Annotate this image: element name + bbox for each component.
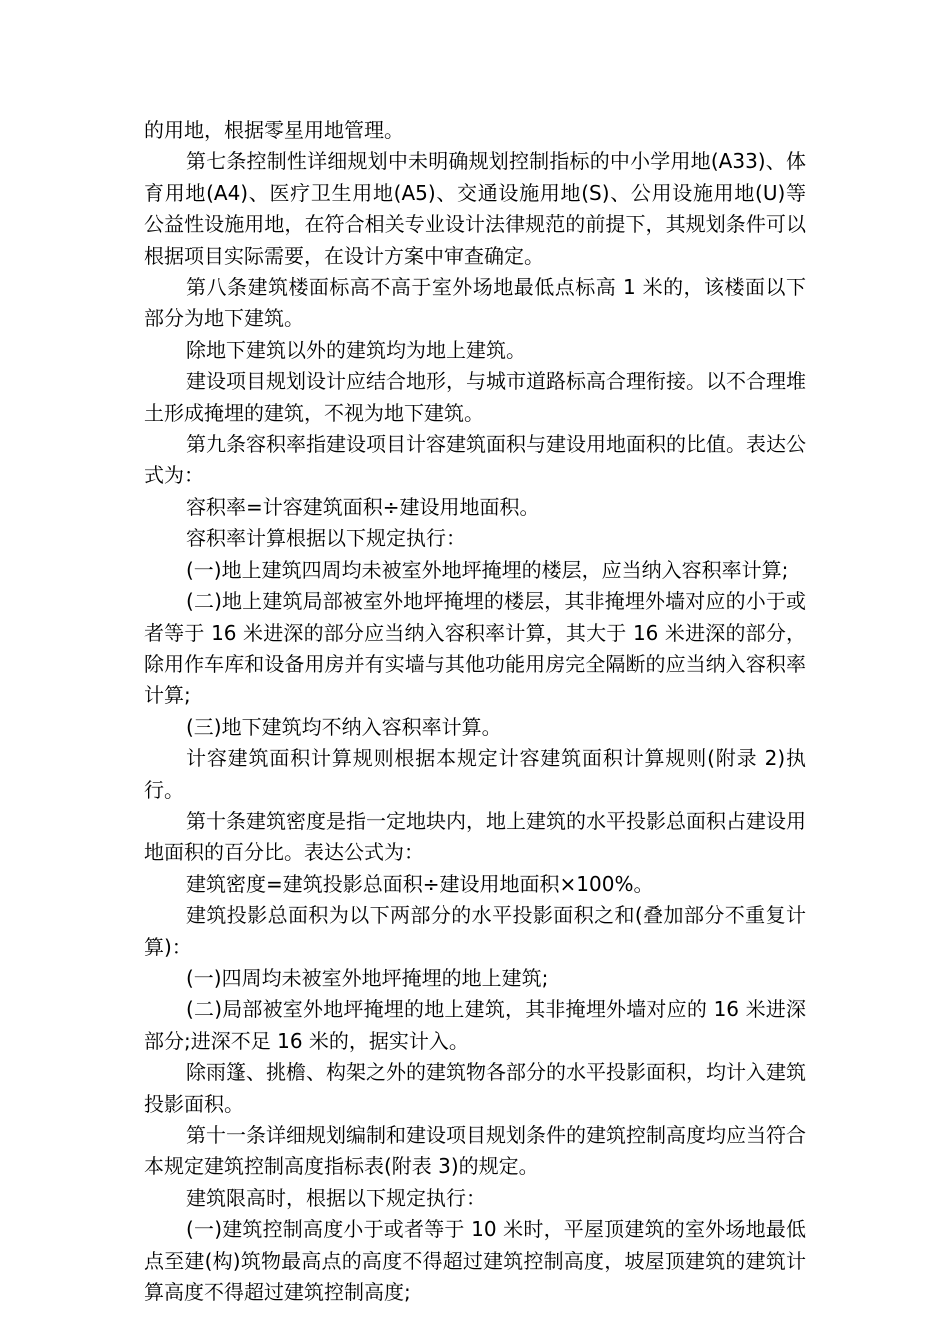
paragraph-far-rule-1: (一)地上建筑四周均未被室外地坪掩埋的楼层，应当纳入容积率计算; [186,557,789,582]
paragraph-article-9: 第九条容积率指建设项目计容建筑面积与建设用地面积的比值。表达公式为： [144,432,806,488]
paragraph-far-rule-3: (三)地下建筑均不纳入容积率计算。 [186,714,502,739]
paragraph-projection-rule-2: (二)局部被室外地坪掩埋的地上建筑，其非掩埋外墙对应的 16 米进深部分;进深不足 16 米的，据实计入。 [144,997,806,1053]
paragraph-projection-rule-1: (一)四周均未被室外地坪掩埋的地上建筑; [186,965,549,990]
paragraph-height-rule-1: (一)建筑控制高度小于或者等于 10 米时，平屋顶建筑的室外场地最低点至建(构)筑物最高点的高度不得超过建筑控制高度，坡屋顶建筑的建筑计算高度不得超过建筑控制高度; [144,1217,806,1305]
paragraph-article-8: 第八条建筑楼面标高不高于室外场地最低点标高 1 米的，该楼面以下部分为地下建筑。 [144,275,806,331]
paragraph-article-7: 第七条控制性详细规划中未明确规划控制指标的中小学用地(A33)、体育用地(A4)、医疗卫生用地(A5)、交通设施用地(S)、公用设施用地(U)等公益性设施用地，在符合相关专业设计法律规范的前提下，其规划条件可以根据项目实际需要，在设计方案中审查确定。 [144,149,806,268]
paragraph-height-limit: 建筑限高时，根据以下规定执行： [186,1185,486,1210]
paragraph-projection-exclusions: 除雨篷、挑檐、构架之外的建筑物各部分的水平投影面积，均计入建筑投影面积。 [144,1060,806,1116]
paragraph-projection-area: 建筑投影总面积为以下两部分的水平投影面积之和(叠加部分不重复计算)： [144,903,806,959]
paragraph-far-appendix: 计容建筑面积计算规则根据本规定计容建筑面积计算规则(附录 2)执行。 [144,746,806,802]
paragraph-terrain: 建设项目规划设计应结合地形，与城市道路标高合理衔接。以不合理堆土形成掩埋的建筑，不视为地下建筑。 [144,369,806,425]
document-page [144,115,806,1308]
paragraph-density-formula: 建筑密度=建筑投影总面积÷建设用地面积×100%。 [186,871,654,896]
paragraph-far-rules: 容积率计算根据以下规定执行： [186,526,466,551]
paragraph-far-rule-2: (二)地上建筑局部被室外地坪掩埋的楼层，其非掩埋外墙对应的小于或者等于 16 米进深的部分应当纳入容积率计算，其大于 16 米进深的部分，除用作车库和设备用房并有实墙与其他功能用房完全隔断的应当纳入容积率计算; [144,589,806,708]
paragraph-far-formula: 容积率=计容建筑面积÷建设用地面积。 [186,494,540,519]
paragraph-article-11: 第十一条详细规划编制和建设项目规划条件的建筑控制高度均应当符合本规定建筑控制高度指标表(附表 3)的规定。 [144,1123,806,1179]
paragraph-article-10: 第十条建筑密度是指一定地块内，地上建筑的水平投影总面积占建设用地面积的百分比。表达公式为： [144,808,806,865]
paragraph-continuation: 的用地，根据零星用地管理。 [144,118,404,142]
paragraph-above-ground: 除地下建筑以外的建筑均为地上建筑。 [186,337,526,362]
